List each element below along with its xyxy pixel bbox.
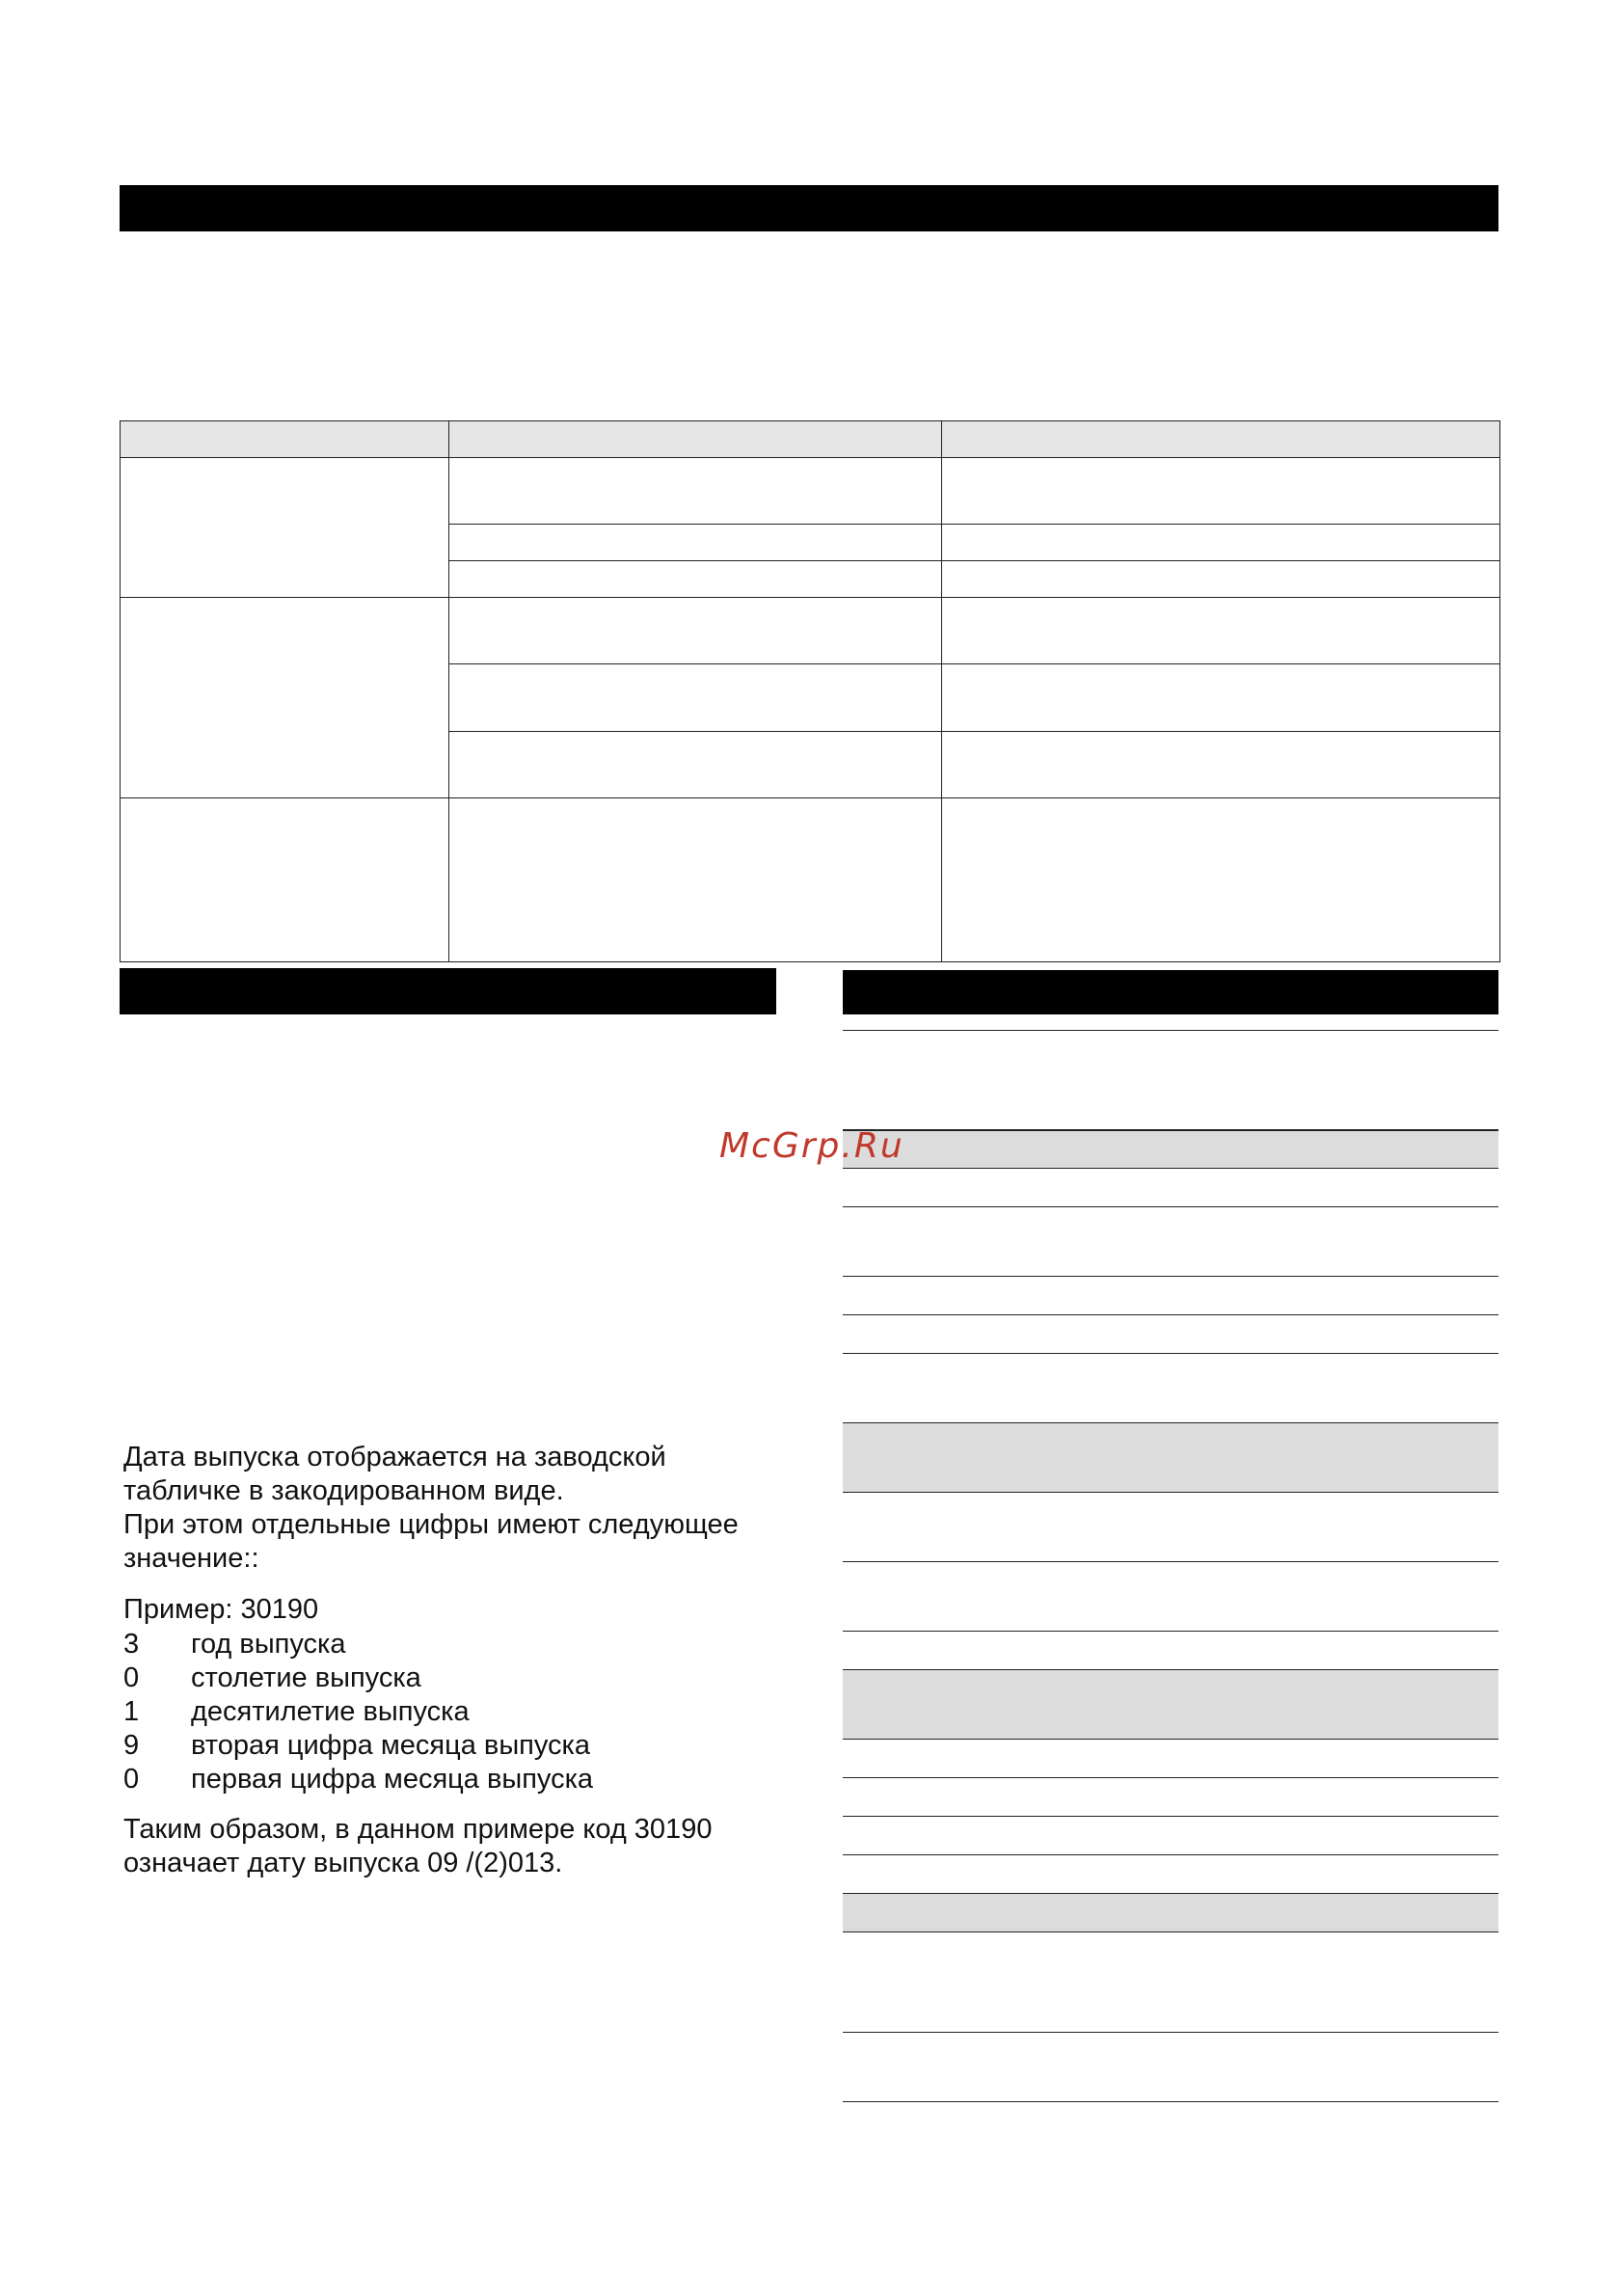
table-cell — [449, 598, 942, 664]
spec-row — [843, 1423, 1498, 1493]
digit: 9 — [123, 1730, 140, 1761]
spec-row — [843, 1493, 1498, 1562]
left-section-header-bar — [120, 968, 776, 1014]
table-cell — [449, 664, 942, 731]
spec-row — [843, 1632, 1498, 1670]
spec-row — [843, 1670, 1498, 1740]
spec-row — [843, 1315, 1498, 1354]
list-item — [123, 1695, 593, 1729]
spec-row — [843, 1130, 1498, 1169]
digit: 0 — [123, 1764, 140, 1795]
spec-row — [843, 1207, 1498, 1277]
table-row — [121, 798, 1500, 962]
digit-meaning: столетие выпуска — [191, 1662, 421, 1693]
digit-meanings-list — [123, 1628, 593, 1796]
table-cell — [121, 598, 449, 798]
production-date-intro — [123, 1441, 779, 1576]
spec-row — [843, 1562, 1498, 1632]
digit-meaning: десятилетие выпуска — [191, 1696, 470, 1727]
table-cell — [942, 598, 1500, 664]
table-row — [121, 458, 1500, 525]
header-cell — [121, 421, 449, 458]
table-cell — [449, 458, 942, 525]
table-cell — [942, 664, 1500, 731]
digit-meaning: вторая цифра месяца выпуска — [191, 1730, 591, 1761]
spec-row — [843, 1277, 1498, 1315]
right-section-header-bar — [843, 970, 1498, 1014]
table-cell — [449, 798, 942, 962]
spec-row — [843, 1932, 1498, 2033]
list-item — [123, 1729, 593, 1763]
spec-row — [843, 1169, 1498, 1207]
section-header-bar — [120, 185, 1498, 231]
table-cell — [942, 731, 1500, 797]
spec-row — [843, 1354, 1498, 1423]
digit: 3 — [123, 1629, 140, 1660]
list-item — [123, 1628, 593, 1661]
spec-row — [843, 1855, 1498, 1894]
spec-row — [843, 1740, 1498, 1778]
table-cell — [449, 525, 942, 561]
digit-meaning: год выпуска — [191, 1629, 346, 1660]
troubleshooting-table — [120, 420, 1500, 962]
watermark-text: McGrp.Ru — [719, 1126, 904, 1166]
table-cell — [449, 561, 942, 598]
spec-row — [843, 1778, 1498, 1817]
digit: 1 — [123, 1696, 140, 1727]
spec-row — [843, 1817, 1498, 1855]
table-row — [121, 598, 1500, 664]
table-cell — [942, 458, 1500, 525]
list-item — [123, 1661, 593, 1695]
digit-meaning: первая цифра месяца выпуска — [191, 1764, 594, 1795]
table-cell — [121, 458, 449, 598]
production-date-summary — [123, 1813, 789, 1880]
header-cell — [449, 421, 942, 458]
table-cell — [942, 798, 1500, 962]
spec-row — [843, 2033, 1498, 2102]
list-item — [123, 1763, 593, 1796]
example-label: Пример: 30190 — [123, 1594, 319, 1625]
intro-paragraph-1: Дата выпуска отображается на заводской табличке в закодированном виде. — [123, 1442, 666, 1506]
header-cell — [942, 421, 1500, 458]
summary-paragraph: Таким образом, в данном примере код 30190 означает дату выпуска 09 /(2)013. — [123, 1814, 713, 1878]
table-header-row — [121, 421, 1500, 458]
digit: 0 — [123, 1662, 140, 1693]
spec-row — [843, 1030, 1498, 1130]
table-cell — [449, 731, 942, 797]
table-cell — [942, 525, 1500, 561]
table-cell — [121, 798, 449, 962]
table-cell — [942, 561, 1500, 598]
intro-paragraph-2: При этом отдельные цифры имеют следующее значение:: — [123, 1509, 739, 1574]
spec-row — [843, 1894, 1498, 1932]
